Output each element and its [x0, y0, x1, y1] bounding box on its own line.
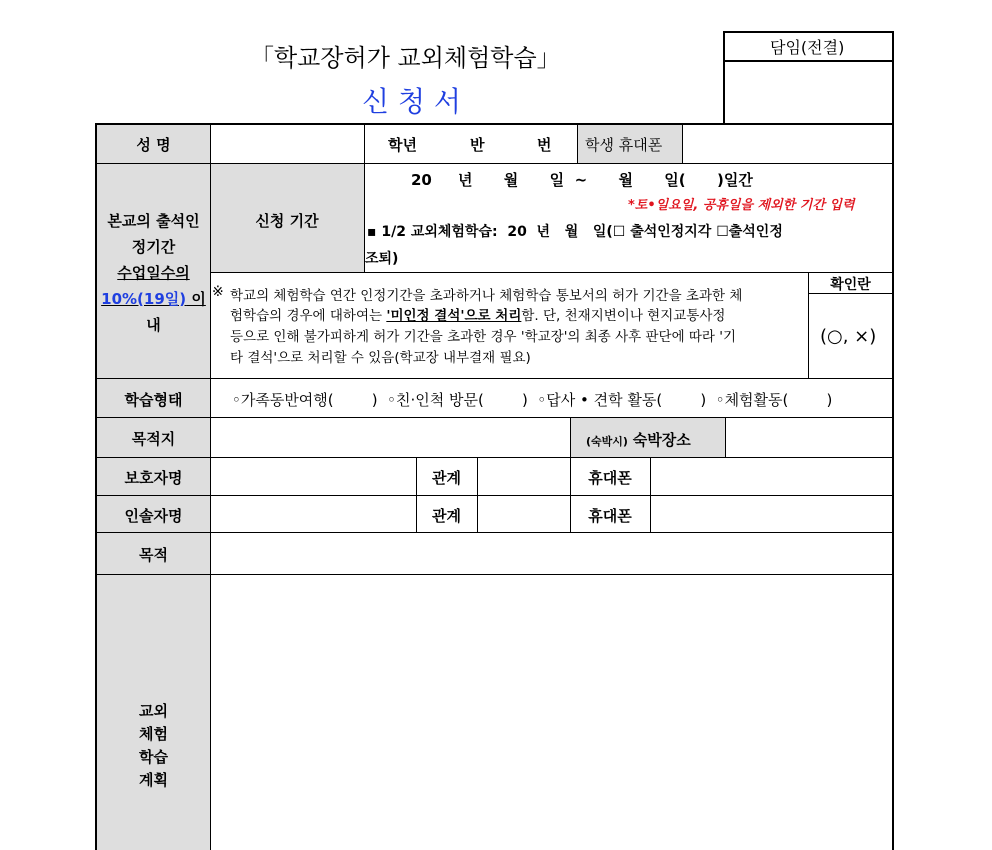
number-label: 번	[537, 136, 552, 154]
notice-line3: 등으로 인해 불가피하게 허가 기간을 초과한 경우 '학교장'의 최종 사후 판단에 따라 '기	[230, 329, 737, 345]
chaperone-phone-field[interactable]	[652, 497, 890, 530]
notice-mark: ※	[212, 284, 224, 300]
study-type-label: 학습형태	[124, 391, 183, 409]
chaperone-label: 인솔자명	[124, 507, 183, 525]
purpose-field[interactable]	[212, 534, 890, 572]
notice-line4: 타 결석'으로 처리할 수 있음(학교장 내부결재 필요)	[230, 350, 531, 366]
notice-line2	[230, 304, 725, 324]
chaperone-phone-label: 휴대폰	[588, 507, 632, 525]
half-day-option[interactable]: ▪ 1/2 교외체험학습: 20 년 월 일(☐ 출석인정지각 ☐출석인정	[367, 224, 783, 240]
half-day-option-cont: 조퇴)	[365, 251, 399, 267]
lodging-field[interactable]	[727, 419, 890, 455]
period-value[interactable]: 20 년 월 일 ~ 월 일( )일간	[411, 171, 753, 189]
notice-line2-c: 함. 단, 천재지변이나 현지교통사정	[521, 308, 726, 324]
period-label: 신청 기간	[255, 212, 319, 230]
name-field[interactable]	[212, 126, 362, 161]
study-type-options[interactable]: ◦가족동반여행( ) ◦친·인척 방문( ) ◦답사 • 견학 활동( ) ◦체험활동( )	[232, 391, 833, 409]
notice-line2-a: 험학습의 경우에 대하여는	[230, 308, 387, 324]
attendance-percent: 10%(19일)	[101, 290, 187, 308]
student-phone-label: 학생 휴대폰	[585, 136, 663, 154]
plan-label-line2: 체험	[139, 725, 168, 743]
notice-line1: 학교의 체험학습 연간 인정기간을 초과하거나 체험학습 통보서의 허가 기간을 초과한 체	[230, 288, 743, 304]
plan-field[interactable]	[212, 576, 890, 850]
form-title: 「학교장허가 교외체험학습」	[250, 44, 561, 72]
guardian-phone-label: 휴대폰	[588, 469, 632, 487]
period-note: *토•일요일, 공휴일을 제외한 기간 입력	[628, 198, 855, 213]
student-phone-field[interactable]	[684, 126, 890, 161]
notice-emphasis: '미인정 결석'으로 처리	[386, 308, 522, 324]
guardian-phone-field[interactable]	[652, 459, 890, 493]
destination-label: 목적지	[131, 430, 176, 448]
attendance-label-line3: 수업일수의	[117, 264, 190, 282]
lodging-label-text: 숙박장소	[632, 431, 691, 449]
attendance-label-line5: 내	[146, 316, 161, 334]
confirm-label: 확인란	[830, 277, 871, 293]
chaperone-relation-field[interactable]	[479, 497, 568, 530]
class-label: 반	[470, 136, 485, 154]
lodging-prefix: (숙박시)	[586, 435, 628, 448]
approval-signature-field[interactable]	[725, 62, 891, 122]
purpose-label: 목적	[139, 546, 168, 564]
chaperone-name-field[interactable]	[212, 497, 414, 530]
plan-label-line4: 계획	[139, 771, 168, 789]
plan-label-line3: 학습	[139, 748, 168, 766]
chaperone-relation-label: 관계	[432, 507, 461, 525]
guardian-name-field[interactable]	[212, 459, 414, 493]
plan-label-line1: 교외	[139, 702, 168, 720]
lodging-label	[586, 429, 691, 450]
form-subtitle: 신 청 서	[362, 85, 461, 118]
confirm-value[interactable]: (○, ×)	[820, 326, 877, 347]
grade-label: 학년	[388, 136, 417, 154]
guardian-relation-label: 관계	[432, 469, 461, 487]
guardian-label: 보호자명	[124, 469, 183, 487]
destination-field[interactable]	[212, 419, 568, 455]
attendance-label-line1: 본교의 출석인	[107, 212, 200, 230]
approval-label: 담임(전결)	[770, 38, 845, 57]
guardian-relation-field[interactable]	[479, 459, 568, 493]
attendance-label-line2: 정기간	[131, 238, 176, 256]
attendance-label-line4	[97, 288, 210, 309]
name-label: 성 명	[136, 136, 171, 154]
attendance-label-tail: 이	[186, 290, 206, 308]
